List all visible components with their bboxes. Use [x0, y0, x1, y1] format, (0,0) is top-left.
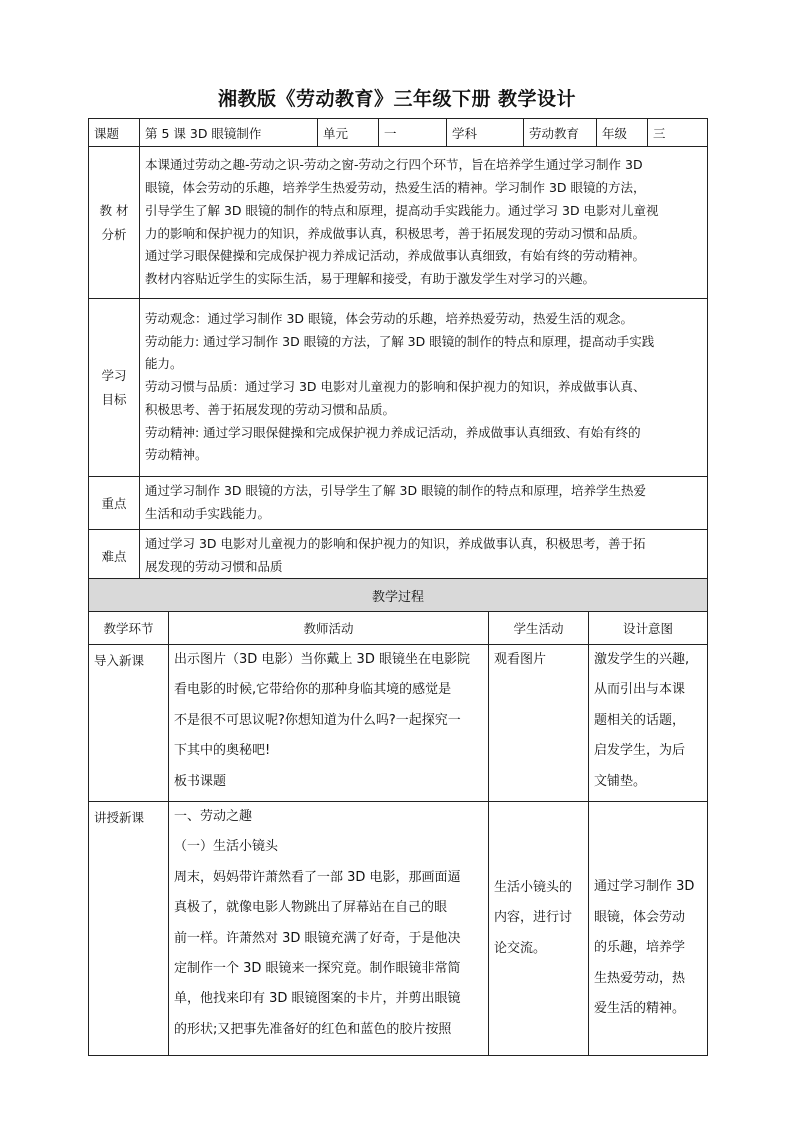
- teacher-line: 出示图片（3D 电影）当你戴上 3D 眼镜坐在电影院: [174, 652, 470, 667]
- intro-student-activity: [489, 645, 589, 802]
- lesson-info-table: [88, 118, 708, 583]
- difficulties: [140, 530, 708, 583]
- material-line: 眼镜，体会劳动的乐趣，培养学生热爱劳动，热爱生活的精神。学习制作 3D 眼镜的方法，: [145, 179, 646, 195]
- objective-line: 劳动精神。: [145, 447, 208, 463]
- intro-teacher-activity: [169, 645, 489, 802]
- lecture-design-intent: [589, 802, 708, 1056]
- material-line: 力的影响和保护视力的知识，养成做事认真，积极思考，善于拓展发现的劳动习惯和品质。: [145, 225, 646, 241]
- learning-objectives: [140, 299, 708, 477]
- intent-line: 眼镜，体会劳动: [594, 909, 686, 925]
- student-line: 论交流。: [494, 940, 547, 956]
- keypoints: [140, 477, 708, 530]
- grade-value: 三: [648, 119, 708, 147]
- stage-intro: 导入新课: [89, 645, 169, 802]
- intent-line: 的乐趣，培养学: [594, 940, 686, 956]
- subject-label: 学科: [447, 119, 524, 147]
- unit-value: 一: [379, 119, 447, 147]
- lesson-value: 第 5 课 3D 眼镜制作: [140, 119, 318, 147]
- grade-label: 年级: [597, 119, 648, 147]
- intent-line: 生热爱劳动，热: [594, 970, 686, 986]
- lecture-teacher-activity: [169, 802, 489, 1056]
- teaching-process-table: [88, 578, 708, 1056]
- header-stage: 教学环节: [89, 612, 169, 645]
- intent-line: 题相关的话题，: [594, 712, 686, 728]
- process-title: 教学过程: [89, 579, 708, 612]
- material-line: 通过学习眼保健操和完成保护视力养成记活动，养成做事认真细致，有始有终的劳动精神。: [145, 248, 646, 264]
- student-line: 内容，进行讨: [494, 910, 573, 926]
- material-analysis: [140, 147, 708, 299]
- intent-line: 启发学生，为后: [594, 743, 686, 759]
- lesson-label: 课题: [89, 119, 140, 147]
- teacher-line: 不是很不可思议呢?你想知道为什么吗?一起探究一: [174, 712, 461, 728]
- document-title: 湘教版《劳动教育》三年级下册 教学设计: [217, 88, 577, 110]
- teacher-line: 前一样。许萧然对 3D 眼镜充满了好奇，于是他决: [174, 930, 461, 946]
- header-teacher: 教师活动: [169, 612, 489, 645]
- teacher-line: 周末，妈妈带许萧然看了一部 3D 电影，那画面逼: [174, 869, 461, 885]
- objectives-label: 学习 目标: [89, 299, 140, 477]
- keypoint-line: 生活和动手实践能力。: [145, 506, 271, 521]
- objective-line: 劳动习惯与品质：通过学习 3D 电影对儿童视力的影响和保护视力的知识，养成做事认真、: [145, 379, 646, 395]
- difficulty-line: 展发现的劳动习惯和品质: [145, 558, 283, 574]
- lecture-student-activity: [489, 802, 589, 1056]
- teacher-line: 板书课题: [174, 773, 227, 789]
- intro-design-intent: [589, 645, 708, 802]
- header-intent: 设计意图: [589, 612, 708, 645]
- objective-line: 劳动观念：通过学习制作 3D 眼镜，体会劳动的乐趣，培养热爱劳动，热爱生活的观念。: [145, 310, 634, 326]
- keypoints-label: 重点: [89, 477, 140, 530]
- material-line: 本课通过劳动之趣-劳动之识-劳动之窗-劳动之行四个环节，旨在培养学生通过学习制作 3D: [145, 157, 643, 173]
- teacher-line: （一）生活小镜头: [174, 839, 279, 855]
- teacher-line: 的形状;又把事先准备好的红色和蓝色的胶片按照: [174, 1021, 452, 1037]
- teacher-line: 看电影的时候,它带给你的那种身临其境的感觉是: [174, 682, 452, 698]
- teacher-line: 定制作一个 3D 眼镜来一探究竟。制作眼镜非常简: [174, 961, 461, 977]
- stage-lecture: 讲授新课: [89, 802, 169, 1056]
- objective-line: 积极思考、善于拓展发现的劳动习惯和品质。: [145, 401, 396, 417]
- teacher-line: 真极了，就像电影人物跳出了屏幕站在自己的眼: [174, 900, 448, 916]
- intent-line: 通过学习制作 3D: [594, 879, 695, 895]
- difficulties-label: 难点: [89, 530, 140, 583]
- material-line: 教材内容贴近学生的实际生活，易于理解和接受，有助于激发学生对学习的兴趣。: [145, 271, 596, 287]
- header-student: 学生活动: [489, 612, 589, 645]
- keypoint-line: 通过学习制作 3D 眼镜的方法，引导学生了解 3D 眼镜的制作的特点和原理，培养学生热爱: [145, 483, 647, 499]
- unit-label: 单元: [318, 119, 379, 147]
- difficulty-line: 通过学习 3D 电影对儿童视力的影响和保护视力的知识，养成做事认真，积极思考，善于拓: [145, 536, 646, 551]
- teacher-line: 一、劳动之趣: [174, 809, 253, 824]
- teacher-line: 下其中的奥秘吧!: [174, 743, 271, 759]
- intent-line: 爱生活的精神。: [594, 1001, 686, 1017]
- intent-line: 文铺垫。: [594, 773, 647, 789]
- material-line: 引导学生了解 3D 眼镜的制作的特点和原理，提高动手实践能力。通过学习 3D 电影对儿童视: [145, 202, 659, 218]
- material-label: 教 材 分析: [89, 147, 140, 299]
- intent-line: 从而引出与本课: [594, 682, 686, 698]
- student-line: 生活小镜头的: [494, 879, 573, 895]
- teacher-line: 单，他找来印有 3D 眼镜图案的卡片，并剪出眼镜: [174, 991, 461, 1007]
- objective-line: 能力。: [145, 356, 183, 372]
- objective-line: 劳动精神: 通过学习眼保健操和完成保护视力养成记活动，养成做事认真细致、有始有终的: [145, 424, 641, 440]
- student-line: 观看图片: [494, 652, 547, 667]
- intent-line: 激发学生的兴趣,: [594, 652, 690, 667]
- objective-line: 劳动能力: 通过学习制作 3D 眼镜的方法，了解 3D 眼镜的制作的特点和原理，提高动手实践: [145, 333, 655, 349]
- subject-value: 劳动教育: [524, 119, 597, 147]
